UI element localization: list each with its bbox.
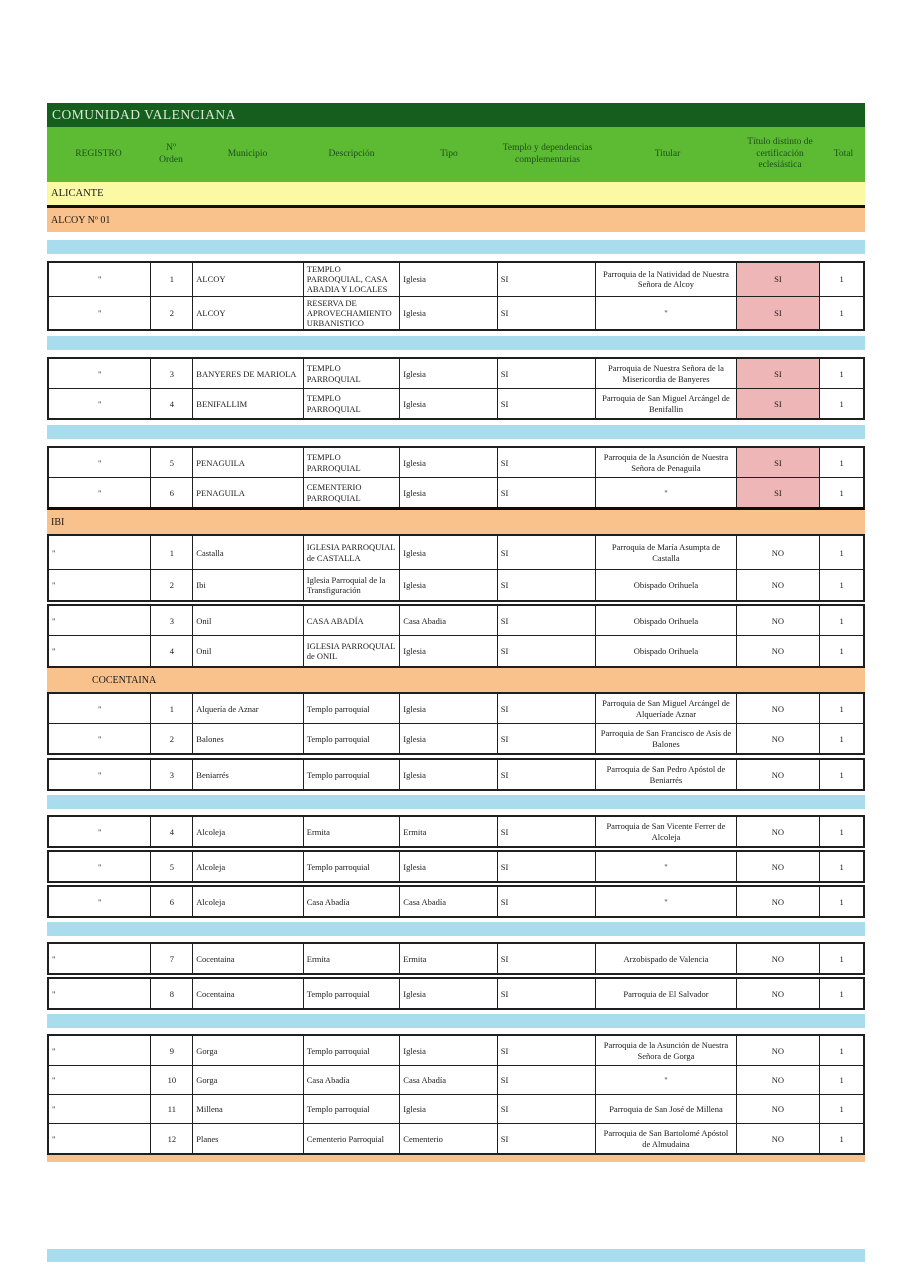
separator-bar — [47, 425, 865, 439]
cell-municipio: Onil — [193, 636, 303, 666]
cell-registro: " — [49, 359, 151, 388]
cell-titular: Parroquia de San Bartolomé Apóstol de Almudaina — [596, 1124, 736, 1153]
section-header: IBI — [47, 510, 865, 534]
cell-total: 1 — [839, 1045, 844, 1056]
cell-titular: Arzobispado de Valencia — [596, 944, 736, 973]
table-row — [49, 1065, 863, 1094]
cell-templo: SI — [498, 887, 597, 916]
cell-titular: " — [596, 297, 736, 330]
table-row — [49, 448, 863, 477]
cell-descripcion: Templo parroquial — [304, 979, 401, 1008]
cell-descripcion: RESERVA DE APROVECHAMIENTO URBANISTICO — [304, 297, 401, 330]
cell-templo: SI — [498, 636, 597, 666]
cell-tipo: Ermita — [400, 817, 498, 846]
cell-municipio: Alcoleja — [193, 852, 303, 881]
cell-orden: 7 — [151, 944, 193, 973]
cell-registro: " — [49, 478, 151, 507]
cell-tipo: Iglesia — [400, 760, 498, 789]
cell-descripcion: Templo parroquial — [304, 724, 401, 753]
cell-titulo: NO — [737, 1095, 821, 1123]
cell-orden: 4 — [151, 817, 193, 846]
section-header: COCENTAINA — [47, 668, 865, 692]
table-row — [49, 694, 863, 723]
cell-titular: Parroquia de María Asumpta de Castalla — [596, 536, 736, 569]
table-row — [49, 263, 863, 296]
cell-titular: Parroquia de Nuestra Señora de la Misericordia de Banyeres — [596, 359, 736, 388]
table-row — [49, 852, 863, 881]
cell-total: 1 — [839, 988, 844, 999]
cell-descripcion: Iglesia Parroquial de la Transfiguración — [304, 570, 401, 600]
cell-registro: " — [49, 297, 151, 330]
cell-titular: Parroquia de San José de Millena — [596, 1095, 736, 1123]
cell-orden: 1 — [151, 263, 193, 296]
row-group — [47, 534, 865, 602]
cell-templo: SI — [498, 359, 597, 388]
cell-orden: 6 — [151, 478, 193, 507]
table-row — [49, 1036, 863, 1065]
cell-titular: Parroquia de la Asunción de Nuestra Señora de Penaguila — [596, 448, 736, 477]
cell-orden: 4 — [151, 389, 193, 418]
row-group — [47, 758, 865, 791]
cell-templo: SI — [498, 760, 597, 789]
table-row — [49, 536, 863, 569]
cell-descripcion: Templo parroquial — [304, 852, 401, 881]
table-row — [49, 569, 863, 600]
cell-total: 1 — [839, 1104, 844, 1115]
cell-tipo: Iglesia — [400, 852, 498, 881]
cell-titular: Parroquia de El Salvador — [596, 979, 736, 1008]
cell-total: 1 — [839, 457, 844, 468]
column-header-titulo: Título distinto de certificación eclesiástica — [747, 136, 813, 171]
cell-total: 1 — [839, 826, 844, 837]
cell-orden: 12 — [151, 1124, 193, 1153]
cell-titulo: NO — [737, 570, 821, 600]
cell-registro: " — [49, 979, 151, 1008]
table-row — [49, 359, 863, 388]
cell-titulo: SI — [737, 297, 821, 330]
cell-municipio: Castalla — [193, 536, 303, 569]
table-row — [49, 477, 863, 507]
cell-total: 1 — [839, 769, 844, 780]
cell-total: 1 — [839, 896, 844, 907]
cell-orden: 3 — [151, 359, 193, 388]
cell-tipo: Ermita — [400, 944, 498, 973]
table-row — [49, 817, 863, 846]
cell-total: 1 — [839, 307, 844, 318]
cell-orden: 8 — [151, 979, 193, 1008]
cell-municipio: Gorga — [193, 1036, 303, 1065]
cell-registro: " — [49, 760, 151, 789]
cell-titulo: NO — [737, 887, 821, 916]
cell-tipo: Iglesia — [400, 359, 498, 388]
cell-templo: SI — [498, 724, 597, 753]
cell-templo: SI — [498, 1066, 597, 1094]
cell-titular: Obispado Orihuela — [596, 636, 736, 666]
spacer — [47, 439, 865, 446]
row-group — [47, 850, 865, 883]
cell-municipio: Cocentaina — [193, 944, 303, 973]
cell-total: 1 — [839, 953, 844, 964]
cell-municipio: Cocentaina — [193, 979, 303, 1008]
cell-registro: " — [49, 570, 151, 600]
table-row — [49, 635, 863, 666]
separator-bar — [47, 922, 865, 936]
cell-tipo: Iglesia — [400, 979, 498, 1008]
cell-titulo: NO — [737, 1036, 821, 1065]
cell-municipio: BENIFALLIM — [193, 389, 303, 418]
cell-registro: " — [49, 263, 151, 296]
cell-titular: Parroquia de San Miguel Arcángel de Alqueríade Aznar — [596, 694, 736, 723]
cell-total: 1 — [839, 1075, 844, 1086]
cell-tipo: Iglesia — [400, 478, 498, 507]
separator-bar — [47, 1014, 865, 1028]
row-group — [47, 815, 865, 848]
cell-descripcion: TEMPLO PARROQUIAL, CASA ABADIA Y LOCALES — [304, 263, 401, 296]
cell-descripcion: Templo parroquial — [304, 1095, 401, 1123]
cell-descripcion: TEMPLO PARROQUIAL — [304, 448, 401, 477]
cell-descripcion: Templo parroquial — [304, 694, 401, 723]
cell-registro: " — [49, 636, 151, 666]
column-header-tipo: Tipo — [440, 148, 458, 159]
cell-titulo: NO — [737, 636, 821, 666]
row-group — [47, 261, 865, 331]
cell-municipio: Alquería de Aznar — [193, 694, 303, 723]
column-header-orden: Nº Orden — [159, 142, 183, 165]
cell-tipo: Iglesia — [400, 536, 498, 569]
table-row — [49, 723, 863, 753]
cell-registro: " — [49, 536, 151, 569]
cell-registro: " — [49, 724, 151, 753]
spacer — [47, 232, 865, 240]
cell-titulo: NO — [737, 724, 821, 753]
cell-titulo: SI — [737, 359, 821, 388]
cell-total: 1 — [839, 580, 844, 591]
cell-titulo: NO — [737, 1124, 821, 1153]
cell-templo: SI — [498, 852, 597, 881]
document-page — [47, 103, 865, 1162]
cell-descripcion: Ermita — [304, 817, 401, 846]
cell-orden: 11 — [151, 1095, 193, 1123]
cell-templo: SI — [498, 606, 597, 635]
cell-titulo: SI — [737, 263, 821, 296]
cell-total: 1 — [839, 861, 844, 872]
row-group — [47, 604, 865, 668]
cell-descripcion: TEMPLO PARROQUIAL — [304, 359, 401, 388]
cell-templo: SI — [498, 817, 597, 846]
cell-total: 1 — [839, 487, 844, 498]
cell-templo: SI — [498, 1036, 597, 1065]
cell-municipio: PENAGUILA — [193, 448, 303, 477]
cell-total: 1 — [839, 733, 844, 744]
bottom-separator-bar — [47, 1249, 865, 1262]
column-header-descripcion: Descripción — [328, 148, 375, 159]
cell-titular: " — [596, 478, 736, 507]
table-row — [49, 1123, 863, 1153]
table-row — [49, 388, 863, 418]
row-group — [47, 446, 865, 510]
cell-templo: SI — [498, 297, 597, 330]
cell-municipio: Onil — [193, 606, 303, 635]
cell-registro: " — [49, 944, 151, 973]
cell-municipio: Millena — [193, 1095, 303, 1123]
cell-orden: 10 — [151, 1066, 193, 1094]
cell-titular: Parroquia de San Francisco de Asís de Balones — [596, 724, 736, 753]
cell-registro: " — [49, 606, 151, 635]
cell-tipo: Casa Abadía — [400, 887, 498, 916]
row-group — [47, 942, 865, 975]
table-row — [49, 887, 863, 916]
cell-titulo: NO — [737, 979, 821, 1008]
cell-total: 1 — [839, 646, 844, 657]
cell-tipo: Iglesia — [400, 263, 498, 296]
cell-descripcion: Cementerio Parroquial — [304, 1124, 401, 1153]
cell-tipo: Iglesia — [400, 636, 498, 666]
spacer — [47, 254, 865, 261]
cell-orden: 2 — [151, 724, 193, 753]
cell-municipio: Alcoleja — [193, 817, 303, 846]
cell-descripcion: IGLESIA PARROQUIAL de ONIL — [304, 636, 401, 666]
cell-templo: SI — [498, 570, 597, 600]
cell-descripcion: CASA ABADÍA — [304, 606, 401, 635]
cell-orden: 5 — [151, 448, 193, 477]
table-row — [49, 979, 863, 1008]
cell-municipio: Balones — [193, 724, 303, 753]
cell-titular: Parroquia de San Miguel Arcángel de Benifallin — [596, 389, 736, 418]
region-title-bar: COMUNIDAD VALENCIANA — [47, 103, 865, 127]
cell-municipio: Ibi — [193, 570, 303, 600]
cell-municipio: BANYERES DE MARIOLA — [193, 359, 303, 388]
column-header-registro: REGISTRO — [75, 148, 122, 159]
cell-municipio: Gorga — [193, 1066, 303, 1094]
table-row — [49, 1094, 863, 1123]
cell-orden: 3 — [151, 760, 193, 789]
column-header-templo: Templo y dependencias complementarias — [502, 142, 593, 165]
cell-templo: SI — [498, 478, 597, 507]
cell-tipo: Cementerio — [400, 1124, 498, 1153]
cell-titular: Parroquia de la Asunción de Nuestra Señora de Gorga — [596, 1036, 736, 1065]
cell-templo: SI — [498, 1124, 597, 1153]
cell-descripcion: Ermita — [304, 944, 401, 973]
separator-bar — [47, 795, 865, 809]
cell-tipo: Casa Abadía — [400, 1066, 498, 1094]
cell-titular: Parroquia de San Vicente Ferrer de Alcoleja — [596, 817, 736, 846]
cell-registro: " — [49, 448, 151, 477]
separator-bar — [47, 336, 865, 350]
cell-tipo: Iglesia — [400, 297, 498, 330]
cell-titular: Parroquia de San Pedro Apóstol de Beniarrés — [596, 760, 736, 789]
cell-titulo: NO — [737, 944, 821, 973]
cell-templo: SI — [498, 944, 597, 973]
cell-tipo: Iglesia — [400, 448, 498, 477]
cell-tipo: Iglesia — [400, 1095, 498, 1123]
cell-descripcion: Casa Abadía — [304, 1066, 401, 1094]
cell-titulo: NO — [737, 817, 821, 846]
cell-titular: " — [596, 1066, 736, 1094]
cell-templo: SI — [498, 263, 597, 296]
cell-templo: SI — [498, 1095, 597, 1123]
table-body — [47, 208, 865, 1162]
cell-total: 1 — [839, 615, 844, 626]
cell-templo: SI — [498, 448, 597, 477]
cell-orden: 3 — [151, 606, 193, 635]
section-footer-strip — [47, 1155, 865, 1162]
cell-municipio: ALCOY — [193, 297, 303, 330]
cell-titular: Obispado Orihuela — [596, 606, 736, 635]
cell-templo: SI — [498, 536, 597, 569]
row-group — [47, 885, 865, 918]
row-group — [47, 977, 865, 1010]
header-row — [47, 127, 865, 182]
cell-descripcion: Templo parroquial — [304, 1036, 401, 1065]
cell-municipio: Planes — [193, 1124, 303, 1153]
cell-descripcion: IGLESIA PARROQUIAL de CASTALLA — [304, 536, 401, 569]
table-row — [49, 296, 863, 330]
cell-templo: SI — [498, 389, 597, 418]
cell-total: 1 — [839, 547, 844, 558]
cell-registro: " — [49, 852, 151, 881]
cell-registro: " — [49, 694, 151, 723]
cell-registro: " — [49, 1036, 151, 1065]
cell-titular: " — [596, 887, 736, 916]
cell-titulo: NO — [737, 694, 821, 723]
separator-bar — [47, 240, 865, 254]
cell-municipio: ALCOY — [193, 263, 303, 296]
cell-municipio: Alcoleja — [193, 887, 303, 916]
cell-templo: SI — [498, 694, 597, 723]
cell-titular: Parroquia de la Natividad de Nuestra Señora de Alcoy — [596, 263, 736, 296]
cell-registro: " — [49, 389, 151, 418]
cell-total: 1 — [839, 274, 844, 285]
column-header-total: Total — [833, 148, 854, 159]
column-header-municipio: Municipio — [227, 148, 268, 159]
cell-tipo: Iglesia — [400, 1036, 498, 1065]
cell-registro: " — [49, 1095, 151, 1123]
cell-titulo: NO — [737, 760, 821, 789]
province-bar: ALICANTE — [47, 182, 865, 208]
cell-titulo: SI — [737, 478, 821, 507]
table-row — [49, 606, 863, 635]
row-group — [47, 692, 865, 755]
cell-orden: 1 — [151, 694, 193, 723]
cell-titulo: NO — [737, 536, 821, 569]
cell-orden: 2 — [151, 570, 193, 600]
cell-titulo: SI — [737, 448, 821, 477]
cell-titulo: NO — [737, 606, 821, 635]
cell-total: 1 — [839, 703, 844, 714]
row-group — [47, 357, 865, 420]
column-header-titular: Titular — [654, 148, 681, 159]
cell-titular: " — [596, 852, 736, 881]
row-group — [47, 1034, 865, 1155]
cell-descripcion: TEMPLO PARROQUIAL — [304, 389, 401, 418]
cell-tipo: Iglesia — [400, 570, 498, 600]
cell-tipo: Casa Abadia — [400, 606, 498, 635]
cell-templo: SI — [498, 979, 597, 1008]
cell-total: 1 — [839, 368, 844, 379]
cell-orden: 1 — [151, 536, 193, 569]
cell-descripcion: Casa Abadía — [304, 887, 401, 916]
cell-orden: 6 — [151, 887, 193, 916]
cell-orden: 2 — [151, 297, 193, 330]
cell-municipio: Beniarrés — [193, 760, 303, 789]
cell-registro: " — [49, 1066, 151, 1094]
cell-tipo: Iglesia — [400, 724, 498, 753]
cell-titulo: NO — [737, 852, 821, 881]
cell-registro: " — [49, 887, 151, 916]
spacer — [47, 350, 865, 357]
cell-descripcion: CEMENTERIO PARROQUIAL — [304, 478, 401, 507]
section-header: ALCOY Nº 01 — [47, 208, 865, 232]
cell-total: 1 — [839, 1133, 844, 1144]
cell-total: 1 — [839, 398, 844, 409]
table-row — [49, 944, 863, 973]
cell-orden: 4 — [151, 636, 193, 666]
cell-registro: " — [49, 1124, 151, 1153]
cell-tipo: Iglesia — [400, 389, 498, 418]
cell-descripcion: Templo parroquial — [304, 760, 401, 789]
table-row — [49, 760, 863, 789]
cell-orden: 5 — [151, 852, 193, 881]
cell-titulo: NO — [737, 1066, 821, 1094]
cell-registro: " — [49, 817, 151, 846]
cell-tipo: Iglesia — [400, 694, 498, 723]
cell-titulo: SI — [737, 389, 821, 418]
cell-titular: Obispado Orihuela — [596, 570, 736, 600]
cell-municipio: PENAGUILA — [193, 478, 303, 507]
cell-orden: 9 — [151, 1036, 193, 1065]
